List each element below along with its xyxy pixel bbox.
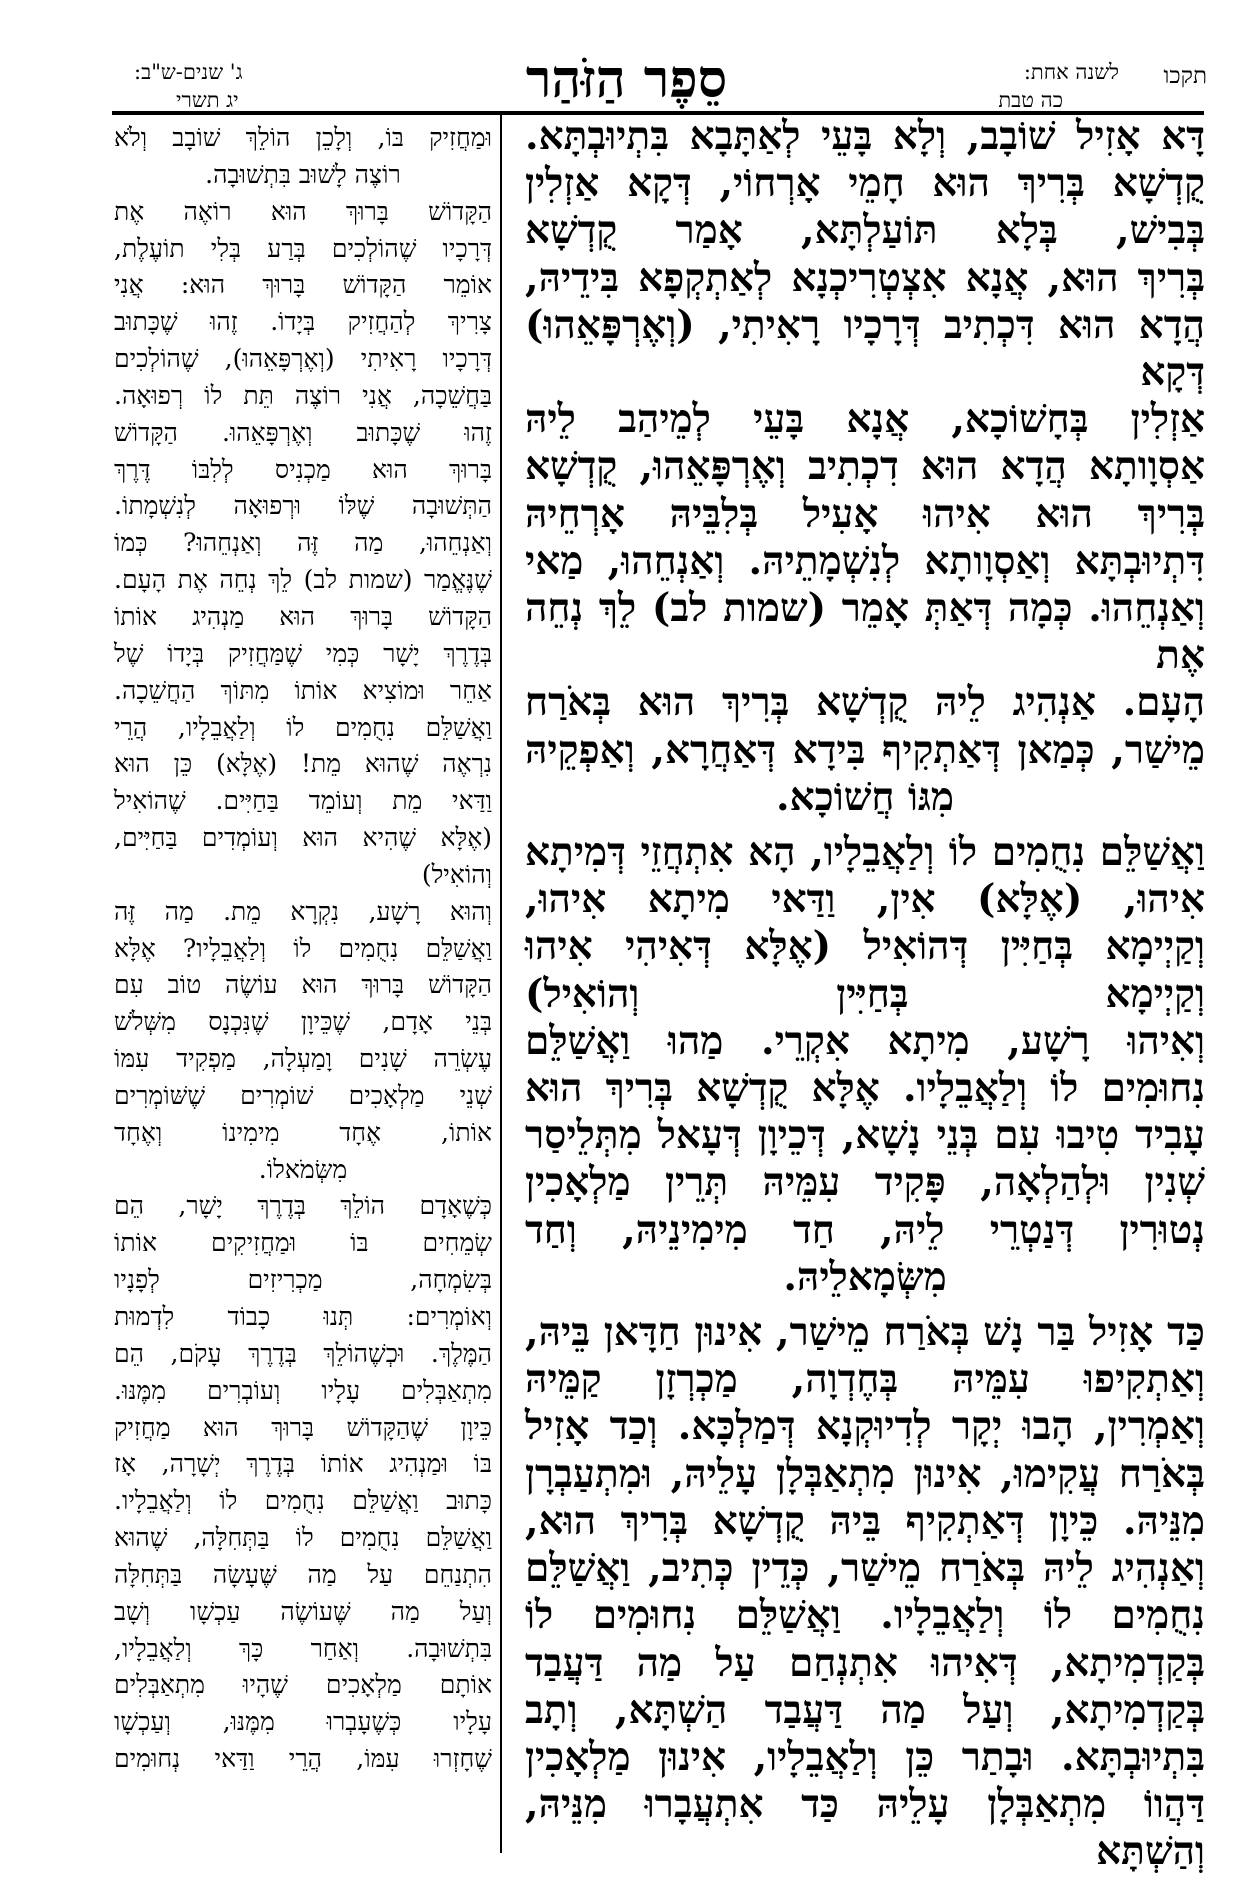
side-line: מִתְאַבְּלִים עָלָיו וְעוֹבְרִים מִמֶּנּוּ. xyxy=(114,1375,492,1405)
side-line: רוֹצֶה לָשׁוּב בִּתְשׁוּבָה. xyxy=(205,159,401,189)
main-line: כַּד אָזִיל בַּר נָשׁ בְּאֹרַח מֵישַׁר, אִינוּן חַדָּאן בֵּיהּ, xyxy=(525,1309,1205,1356)
main-line: נְטוּרִין דְּנַטְרֵי לֵיהּ, חַד מִימִינֵיהּ, וְחַד xyxy=(525,1206,1205,1253)
main-line: בְּקַדְמִיתָא, דְּאִיהוּ אִתְנְחַם עַל מַה דַּעֲבַד xyxy=(525,1639,1205,1686)
main-line: שְׁנִין וּלְהַלְאָה, פָּקִיד עִמֵּיהּ תְּרֵין מַלְאָכִין xyxy=(525,1159,1205,1206)
study-schedule-date: כה טבת xyxy=(998,88,1063,112)
side-line: בּוֹ וּמַנְהִיג אוֹתוֹ בְּדֶרֶךְ יְשָׁרָה, אָז xyxy=(114,1449,492,1479)
side-line: הַתְּשׁוּבָה שֶׁלּוֹ וּרְפוּאָה לְנִשְׁמָתוֹ. xyxy=(114,491,492,521)
main-line: הֲדָא הוּא דִּכְתִיב דְּרָכָיו רָאִיתִי, (וְאֶרְפָּאֵהוּ) דְּקָא xyxy=(525,301,1205,396)
side-line: אַחֵר וּמוֹצִיא אוֹתוֹ מִתּוֹךְ הַחֲשֵׁכָה. xyxy=(114,675,492,705)
side-line: שֶׁחָזְרוּ עִמּוֹ, הֲרֵי וַדַּאי נְחוּמִים xyxy=(114,1744,492,1774)
main-line: דַּהֲווֹ מִתְאַבְּלָן עָלֵיהּ כַּד אִתְעֲבָרוּ מִנֵּיהּ, וְהַשְׁתָּא xyxy=(525,1781,1205,1875)
main-line: בְּרִיךְ הוּא, אֲנָא אִצְטְרִיכְנָא לְאַתְקְפָא בִּידֵיהּ, xyxy=(525,254,1205,301)
main-line: נִחוּמִים לוֹ וְלַאֲבֵלָיו. אֶלָּא קֻדְשָׁא בְּרִיךְ הוּא xyxy=(525,1065,1205,1112)
side-line: בַּחֲשֵׁכָה, אֲנִי רוֹצֶה תֵּת לוֹ רְפוּאָה. xyxy=(114,380,492,410)
main-line: מִנֵּיהּ. כֵּיוָן דְּאַתְקִיף בֵּיהּ קֻדְשָׁא בְּרִיךְ הוּא, xyxy=(525,1497,1205,1544)
side-line: צָרִיךְ לְהַחֲזִיק בְּיָדוֹ. זֶהוּ שֶׁכָּתוּב xyxy=(114,307,492,337)
side-line: זֶהוּ שֶׁכָּתוּב וְאֶרְפָּאֵהוּ. הַקָּדוֹשׁ xyxy=(114,417,492,447)
side-line: הִתְנַחֵם עַל מַה שֶּׁעָשָׂה בַּתְּחִלָּה xyxy=(114,1559,492,1589)
side-line: שְׁנֵי מַלְאָכִים שׁוֹמְרִים שֶׁשּׁוֹמְרִים xyxy=(114,1080,492,1110)
main-line: דָּא אָזִיל שׁוֹבָב, וְלָא בָּעֵי לְאַתָּבָא בִּתְיוּבְתָּא. xyxy=(525,113,1205,159)
study-schedule-three-years-date: יג תשרי xyxy=(176,88,239,112)
main-line: מִגּוֹ חֲשׁוֹכָא. xyxy=(776,773,954,820)
aramaic-column xyxy=(525,113,1205,1876)
side-line: אוֹתָם מַלְאָכִים שֶׁהָיוּ מִתְאַבְּלִים xyxy=(114,1670,492,1700)
side-line: וּמַחֲזִיק בּוֹ, וְלָכֵן הוֹלֵךְ שׁוֹבָב וְלֹא xyxy=(114,123,492,152)
side-line: כְּשֶׁאָדָם הוֹלֵךְ בְּדֶרֶךְ יָשָׁר, הֵם xyxy=(114,1191,492,1221)
side-line: וַאֲשַׁלֵּם נִחֻמִים לוֹ בַּתְּחִלָּה, שֶׁהוּא xyxy=(114,1523,492,1553)
main-line: בְּקַדְמִיתָא, וְעַל מַה דַּעֲבַד הַשְׁתָּא, וְתָב xyxy=(525,1686,1205,1733)
study-schedule-three-years: ג' שנים-ש"ב: xyxy=(134,60,243,84)
page-header xyxy=(0,36,1253,116)
side-line: (אֶלָּא שֶׁהִיא הוּא וְעוֹמְדִים בַּחַיִּים, וְהוֹאִיל) xyxy=(114,823,492,889)
main-line: מִשְּׂמָאלֵיהּ. xyxy=(783,1253,947,1300)
main-line: בְּרִיךְ הוּא אִיהוּ אָעִיל בְּלִבֵּיהּ אָרְחֵיהּ xyxy=(525,490,1205,537)
side-line: הַקָּדוֹשׁ בָּרוּךְ הוּא מַנְהִיג אוֹתוֹ xyxy=(114,601,492,631)
main-line: בְּאֹרַח עֲקִימוּ, אִינוּן מִתְאַבְּלָן עָלֵיהּ, וּמִתְעַבְרָן xyxy=(525,1450,1205,1497)
side-line: שְׂמֵחִים בּוֹ וּמַחֲזִיקִים אוֹתוֹ xyxy=(114,1228,492,1258)
side-line: וְהוּא רָשָׁע, נִקְרָא מֵת. מַה זֶּה xyxy=(114,896,492,926)
side-line: הַקָּדוֹשׁ בָּרוּךְ הוּא רוֹאֶה אֶת xyxy=(114,196,492,226)
side-line: בְּנֵי אָדָם, שֶׁכֵּיוָן שֶׁנִּכְנָס מִשְּׁלֹשׁ xyxy=(114,1007,492,1037)
main-line: בְּבִישׁ, בְּלָא תּוֹעַלְתָּא, אָמַר קֻדְשָׁא xyxy=(525,207,1205,254)
side-line: כָּתוּב וַאֲשַׁלֵּם נִחֻמִים לוֹ וְלַאֲבֵלָיו. xyxy=(114,1486,492,1516)
side-line: בְּשִׂמְחָה, מַכְרִיזִים לְפָנָיו xyxy=(114,1265,492,1295)
side-line: דְּרָכָיו רָאִיתִי (וְאֶרְפָּאֵהוּ), שֶׁהוֹלְכִים xyxy=(114,344,492,374)
side-line: בִּתְשׁוּבָה. וְאַחַר כָּךְ וְלַאֲבֵלָיו, xyxy=(114,1633,492,1663)
main-line: בִּתְיוּבְתָּא. וּבָתַר כֵּן וְלַאֲבֵלָיו, אִינוּן מַלְאָכִין xyxy=(525,1733,1205,1780)
side-line: הַקָּדוֹשׁ בָּרוּךְ הוּא עוֹשֶׂה טוֹב עִם xyxy=(114,970,492,1000)
main-line: וְאַנְחֵהוּ. כְּמָה דְּאַתְּ אָמֵר (שמות לב) לֵךְ נְחֵה אֶת xyxy=(525,585,1205,679)
side-line: מִשְּׂמֹאלוֹ. xyxy=(258,1154,348,1184)
main-line: מֵישַׁר, כְּמַאן דְּאַתְקִיף בִּידָא דְּאַחֲרָא, וְאַפְקֵיהּ xyxy=(525,726,1205,773)
main-line: הָעָם. אַנְהִיג לֵיהּ קֻדְשָׁא בְּרִיךְ הוּא בְּאֹרַח xyxy=(525,679,1205,726)
column-divider xyxy=(500,113,502,1853)
side-line: דְּרָכָיו שֶׁהוֹלְכִים בְּרַע בְּלִי תוֹעֶלֶת, xyxy=(114,233,492,263)
main-line: וְקַיְימָא בְּחַיִּין דְּהוֹאִיל (אֶלָּא דְּאִיהִי אִיהוּ וְקַיְימָא בְּחַיִּין וְהוֹאִיל) xyxy=(525,923,1205,1017)
main-line: וְאִיהוּ רָשָׁע, מִיתָא אִקְרֵי. מַהוּ וַאֲשַׁלֵּם xyxy=(525,1017,1205,1064)
main-line: אַזְלִין בְּחָשׁוֹכָא, אֲנָא בָּעֵי לְמֵיהַב לֵיהּ xyxy=(525,396,1205,443)
main-line: וְאַתְקִיפוּ עִמֵּיהּ בְּחֶדְוָה, מַכְרְזָן קַמֵּיהּ xyxy=(525,1356,1205,1403)
main-line: וְאַמְרִין, הָבוּ יְקָר לְדִיוּקְנָא דְּמַלְכָּא. וְכַד אָזִיל xyxy=(525,1403,1205,1450)
side-line: עָלָיו כְּשֶׁעָבְרוּ מִמֶּנּוּ, וְעַכְשָׁו xyxy=(114,1707,492,1737)
side-line: כֵּיוָן שֶׁהַקָּדוֹשׁ בָּרוּךְ הוּא מַחֲזִיק xyxy=(114,1412,492,1442)
main-line: וְאַנְהִיג לֵיהּ בְּאֹרַח מֵישַׁר, כְּדֵין כְּתִיב, וַאֲשַׁלֵּם xyxy=(525,1545,1205,1592)
side-line: וְעַל מַה שֶּׁעוֹשֶׂה עַכְשָׁו וְשָׁב xyxy=(114,1596,492,1626)
side-line: אוֹתוֹ, אֶחָד מִימִינוֹ וְאֶחָד xyxy=(114,1117,492,1147)
main-line: דִּתְיוּבְתָּא וְאַסְוָותָא לְנִשְׁמָתֵיהּ. וְאַנְחֵהוּ, מַאי xyxy=(525,537,1205,584)
side-line: וַאֲשַׁלֵּם נִחֻמִים לוֹ וְלַאֲבֵלָיו? אֶלָּא xyxy=(114,933,492,963)
side-line: וַדַּאי מֵת וְעוֹמֵד בַּחַיִּים. שֶׁהוֹאִיל xyxy=(114,786,492,816)
main-line: קֻדְשָׁא בְּרִיךְ הוּא חָמֵי אָרְחוֹי, דְּקָא אַזְלִין xyxy=(525,160,1205,207)
side-line: וְאַנְחֵהוּ, מַה זֶּה וְאַנְחֵהוּ? כְּמוֹ xyxy=(114,528,492,558)
side-line: נִרְאֶה שֶׁהוּא מֵת! (אֶלָּא) כֵּן הוּא xyxy=(114,749,492,779)
main-line: עָבִיד טִיבוּ עִם בְּנֵי נָשָׁא, דְּכֵיוָן דְּעָאל מִתְּלֵיסַר xyxy=(525,1112,1205,1159)
side-line: וַאֲשַׁלֵּם נִחֻמִים לוֹ וְלַאֲבֵלָיו, הֲרֵי xyxy=(114,712,492,742)
side-line: הַמֶּלֶךְ. וּכְשֶׁהוֹלֵךְ בְּדֶרֶךְ עָקֹם, הֵם xyxy=(114,1338,492,1368)
page-title: סֵפֶר הַזֹּהַר xyxy=(525,49,728,110)
main-line: וַאֲשַׁלֵּם נִחֻמִים לוֹ וְלַאֲבֵלָיו, הָא אִתְחֲזֵי דְּמִיתָא xyxy=(525,829,1205,876)
side-line: אוֹמֵר הַקָּדוֹשׁ בָּרוּךְ הוּא: אֲנִי xyxy=(114,270,492,300)
page-number: תקכו xyxy=(1163,63,1207,89)
side-line: וְאוֹמְרִים: תְּנוּ כָבוֹד לִדְמוּת xyxy=(114,1302,492,1331)
study-schedule-year: לשנה אחת: xyxy=(1023,60,1119,84)
hebrew-translation-column xyxy=(114,120,492,1778)
main-line: נִחֻמִים לוֹ וְלַאֲבֵלָיו. וַאֲשַׁלֵּם נִחוּמִים לוֹ xyxy=(525,1592,1205,1639)
side-line: בְּדֶרֶךְ יָשָׁר כְּמִי שֶׁמַּחֲזִיק בְּיָדוֹ שֶׁל xyxy=(114,638,492,668)
main-line: אִיהוּ, (אֶלָּא) אִין, וַדַּאי מִיתָא אִיהוּ, xyxy=(525,876,1205,923)
main-line: אַסְוָותָא הֲדָא הוּא דִכְתִיב וְאֶרְפָּאֵהוּ, קֻדְשָׁא xyxy=(525,443,1205,490)
side-line: שֶׁנֶּאֱמַר (שמות לב) לֵךְ נְחֵה אֶת הָעָם. xyxy=(114,565,492,595)
side-line: עֶשְׂרֵה שָׁנִים וָמַעְלָה, מַפְקִיד עִמּוֹ xyxy=(114,1044,492,1074)
side-line: בָּרוּךְ הוּא מַכְנִיס לְלִבּוֹ דֶּרֶךְ xyxy=(114,454,492,484)
